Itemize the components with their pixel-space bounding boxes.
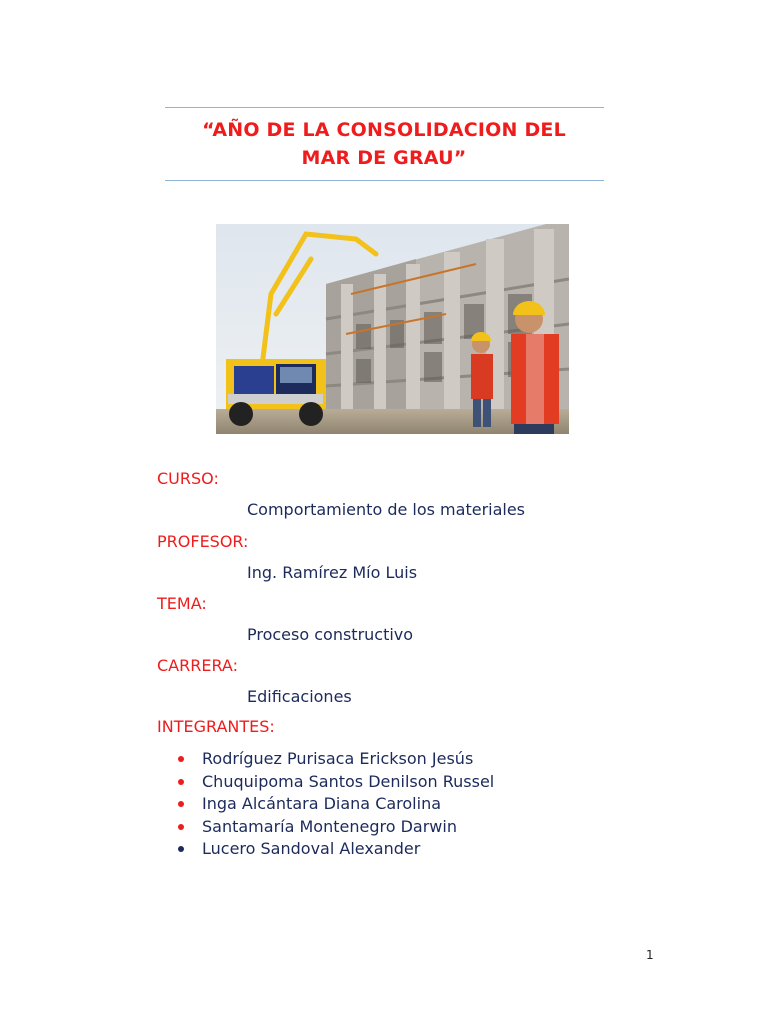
member-name: Chuquipoma Santos Denilson Russel bbox=[202, 771, 495, 791]
title-line-1: “AÑO DE LA CONSOLIDACION DEL bbox=[202, 119, 566, 141]
carrera-label: CARRERA: bbox=[157, 656, 238, 675]
construction-site-photo bbox=[216, 224, 569, 434]
bullet-icon bbox=[178, 801, 184, 807]
curso-label: CURSO: bbox=[157, 469, 219, 488]
document-title bbox=[140, 116, 628, 172]
list-item bbox=[176, 793, 494, 816]
title-bottom-rule bbox=[165, 180, 604, 181]
bullet-icon bbox=[178, 756, 184, 762]
curso-value: Comportamiento de los materiales bbox=[247, 500, 526, 519]
title-line-2: MAR DE GRAU” bbox=[301, 147, 467, 169]
member-name: Santamaría Montenegro Darwin bbox=[202, 816, 457, 836]
profesor-value: Ing. Ramírez Mío Luis bbox=[247, 563, 418, 582]
member-name: Inga Alcántara Diana Carolina bbox=[202, 794, 442, 813]
bullet-icon bbox=[178, 824, 184, 830]
list-item bbox=[176, 748, 494, 771]
member-name: Lucero Sandoval Alexander bbox=[202, 839, 421, 858]
tema-label: TEMA: bbox=[157, 594, 207, 613]
members-list bbox=[176, 748, 494, 861]
list-item bbox=[176, 771, 494, 794]
tema-value: Proceso constructivo bbox=[247, 625, 414, 644]
list-item bbox=[176, 838, 494, 861]
bullet-icon bbox=[178, 779, 184, 785]
carrera-value: Edificaciones bbox=[247, 687, 352, 706]
page-number: 1 bbox=[646, 948, 654, 962]
profesor-label: PROFESOR: bbox=[157, 532, 249, 551]
integrantes-label: INTEGRANTES: bbox=[157, 717, 275, 736]
member-name: Rodríguez Purisaca Erickson Jesús bbox=[202, 749, 474, 768]
title-top-rule bbox=[165, 107, 604, 108]
bullet-icon bbox=[178, 846, 184, 852]
list-item bbox=[176, 816, 494, 839]
